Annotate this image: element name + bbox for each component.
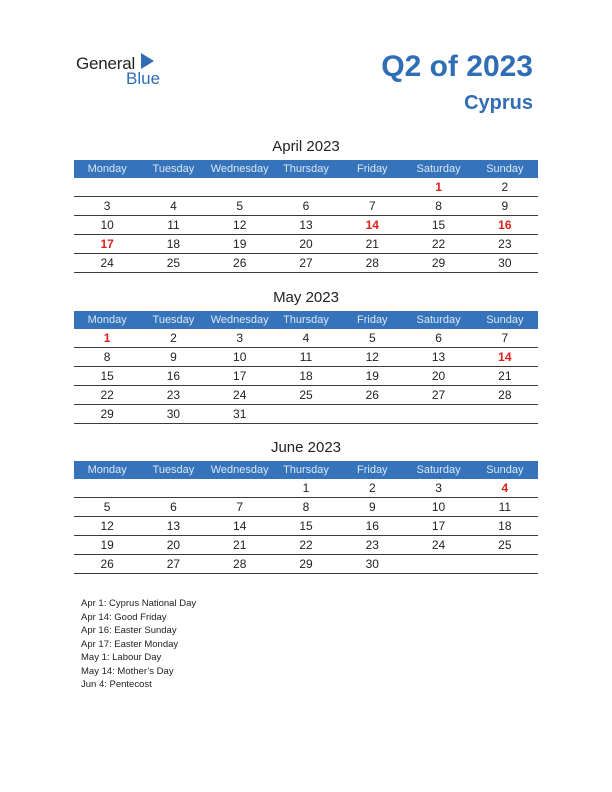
day-cell: 22	[100, 388, 114, 402]
day-cell: 25	[166, 256, 181, 270]
week-row	[74, 216, 538, 235]
week-row	[74, 367, 538, 386]
day-cell: 12	[100, 519, 114, 533]
day-cell	[339, 178, 405, 196]
day-cell: 21	[365, 237, 379, 251]
week-row	[74, 555, 538, 574]
day-cell: 17	[431, 519, 446, 533]
holiday-entry: May 14: Mother’s Day	[81, 665, 174, 677]
week-row	[74, 479, 538, 498]
day-cell: 27	[166, 557, 181, 571]
day-cell: 15	[299, 519, 313, 533]
weekday-label: Friday	[357, 464, 388, 476]
month-calendar	[74, 437, 538, 574]
weekday-label: Thursday	[283, 163, 329, 175]
country-subtitle: Cyprus	[464, 92, 533, 114]
day-cell	[273, 178, 339, 196]
day-cell	[472, 555, 538, 573]
day-cell: 27	[299, 256, 313, 270]
weekday-label: Tuesday	[152, 464, 195, 476]
holiday-list	[81, 597, 196, 692]
page-title: Q2 of 2023	[381, 50, 533, 83]
day-cell: 11	[498, 500, 512, 514]
day-cell: 4	[302, 331, 310, 345]
day-cell: 7	[501, 331, 509, 345]
weekday-label: Monday	[87, 163, 127, 175]
day-cell: 24	[431, 538, 446, 552]
day-cell	[405, 405, 471, 423]
day-cell: 10	[100, 218, 114, 232]
logo-word-blue: Blue	[126, 69, 161, 88]
holiday-entry: Apr 17: Easter Monday	[81, 638, 179, 650]
day-cell: 7	[368, 199, 376, 213]
week-row	[74, 329, 538, 348]
day-cell: 25	[498, 538, 512, 552]
month-calendar	[74, 136, 538, 273]
day-cell: 9	[170, 350, 177, 364]
day-cell: 26	[100, 557, 114, 571]
weekday-label: Saturday	[416, 314, 461, 326]
day-cell: 8	[103, 350, 111, 364]
weekday-label: Friday	[357, 314, 388, 326]
day-cell: 21	[498, 369, 512, 383]
month-title: June 2023	[270, 439, 342, 456]
day-cell: 30	[498, 256, 512, 270]
day-cell	[405, 555, 471, 573]
day-cell: 9	[368, 500, 376, 514]
day-cell: 7	[236, 500, 244, 514]
day-cell: 31	[233, 407, 247, 421]
weekday-label: Sunday	[486, 314, 524, 326]
day-cell: 23	[166, 388, 181, 402]
day-cell: 10	[233, 350, 247, 364]
weekday-label: Wednesday	[210, 464, 269, 476]
day-cell: 18	[498, 519, 512, 533]
day-cell: 30	[166, 407, 181, 421]
weekday-label: Monday	[87, 464, 127, 476]
day-cell: 15	[100, 369, 114, 383]
weekday-label: Thursday	[283, 314, 329, 326]
day-cell: 2	[368, 481, 376, 495]
day-cell	[140, 178, 206, 196]
weekday-header	[74, 311, 538, 329]
day-cell: 21	[233, 538, 247, 552]
day-cell	[472, 405, 538, 423]
day-cell: 5	[236, 199, 244, 213]
day-cell: 20	[431, 369, 446, 383]
day-cell: 20	[299, 237, 313, 251]
day-cell: 4	[501, 481, 509, 495]
day-cell: 2	[170, 331, 177, 345]
day-cell: 18	[299, 369, 313, 383]
week-row	[74, 178, 538, 197]
week-row	[74, 197, 538, 216]
day-cell: 15	[431, 218, 446, 232]
day-cell: 14	[365, 218, 379, 232]
day-cell: 11	[167, 218, 180, 232]
week-row	[74, 235, 538, 254]
day-cell: 22	[299, 538, 313, 552]
day-cell: 22	[431, 237, 446, 251]
day-cell: 30	[365, 557, 379, 571]
week-row	[74, 254, 538, 273]
holiday-entry: Apr 16: Easter Sunday	[81, 625, 177, 636]
weekday-label: Friday	[357, 163, 388, 175]
day-cell: 6	[302, 199, 310, 213]
day-cell: 13	[166, 519, 181, 533]
day-cell	[339, 405, 405, 423]
weekday-header	[74, 160, 538, 178]
day-cell: 16	[166, 369, 181, 383]
weekday-label: Tuesday	[152, 314, 195, 326]
day-cell: 25	[299, 388, 313, 402]
day-cell: 13	[299, 218, 313, 232]
day-cell: 1	[435, 180, 442, 194]
day-cell: 12	[365, 350, 379, 364]
day-cell: 8	[435, 199, 442, 213]
day-cell: 10	[431, 500, 446, 514]
day-cell: 28	[498, 388, 512, 402]
day-cell: 2	[501, 180, 509, 194]
day-cell: 14	[233, 519, 247, 533]
week-row	[74, 498, 538, 517]
holiday-entry: Jun 4: Pentecost	[81, 679, 152, 690]
day-cell: 23	[498, 237, 512, 251]
weekday-label: Sunday	[486, 163, 524, 175]
logo-triangle-icon	[141, 53, 154, 69]
day-cell	[140, 479, 206, 497]
day-cell: 28	[365, 256, 379, 270]
holiday-entry: May 1: Labour Day	[81, 652, 162, 663]
month-title: April 2023	[272, 138, 340, 155]
day-cell: 27	[431, 388, 446, 402]
day-cell: 3	[103, 199, 111, 213]
day-cell: 26	[365, 388, 379, 402]
day-cell: 9	[501, 199, 509, 213]
day-cell: 28	[233, 557, 247, 571]
day-cell: 12	[233, 218, 247, 232]
month-calendar	[74, 287, 538, 424]
day-cell: 8	[302, 500, 310, 514]
day-cell: 4	[170, 199, 177, 213]
day-cell: 6	[435, 331, 442, 345]
day-cell: 1	[302, 481, 310, 495]
logo-word-general: General	[76, 54, 136, 73]
weekday-header	[74, 461, 538, 479]
day-cell	[207, 178, 273, 196]
day-cell: 5	[103, 500, 111, 514]
day-cell: 11	[299, 350, 313, 364]
day-cell: 17	[100, 237, 114, 251]
day-cell: 29	[299, 557, 313, 571]
day-cell: 5	[368, 331, 376, 345]
day-cell	[207, 479, 273, 497]
day-cell: 29	[431, 256, 446, 270]
holiday-entry: Apr 1: Cyprus National Day	[81, 598, 197, 609]
weekday-label: Saturday	[416, 163, 461, 175]
day-cell: 24	[100, 256, 114, 270]
day-cell: 16	[365, 519, 379, 533]
week-row	[74, 405, 538, 424]
day-cell	[74, 479, 140, 497]
day-cell: 19	[100, 538, 114, 552]
day-cell: 1	[103, 331, 111, 345]
day-cell: 20	[166, 538, 181, 552]
generalblue-logo	[76, 52, 176, 88]
weekday-label: Tuesday	[152, 163, 195, 175]
day-cell: 3	[236, 331, 244, 345]
weekday-label: Saturday	[416, 464, 461, 476]
week-row	[74, 536, 538, 555]
day-cell: 6	[170, 500, 177, 514]
day-cell: 16	[498, 218, 512, 232]
weekday-label: Wednesday	[210, 163, 269, 175]
weekday-label: Thursday	[283, 464, 329, 476]
day-cell	[273, 405, 339, 423]
weekday-label: Wednesday	[210, 314, 269, 326]
week-row	[74, 517, 538, 536]
day-cell: 17	[233, 369, 247, 383]
month-title: May 2023	[273, 289, 339, 306]
day-cell: 19	[365, 369, 379, 383]
day-cell: 13	[431, 350, 446, 364]
day-cell: 24	[233, 388, 247, 402]
week-row	[74, 348, 538, 367]
weekday-label: Sunday	[486, 464, 524, 476]
day-cell: 18	[166, 237, 181, 251]
day-cell: 3	[435, 481, 442, 495]
day-cell: 14	[498, 350, 512, 364]
week-row	[74, 386, 538, 405]
day-cell: 23	[365, 538, 379, 552]
weekday-label: Monday	[87, 314, 127, 326]
day-cell: 29	[100, 407, 114, 421]
day-cell: 19	[233, 237, 247, 251]
day-cell: 26	[233, 256, 247, 270]
day-cell	[74, 178, 140, 196]
holiday-entry: Apr 14: Good Friday	[81, 611, 167, 623]
